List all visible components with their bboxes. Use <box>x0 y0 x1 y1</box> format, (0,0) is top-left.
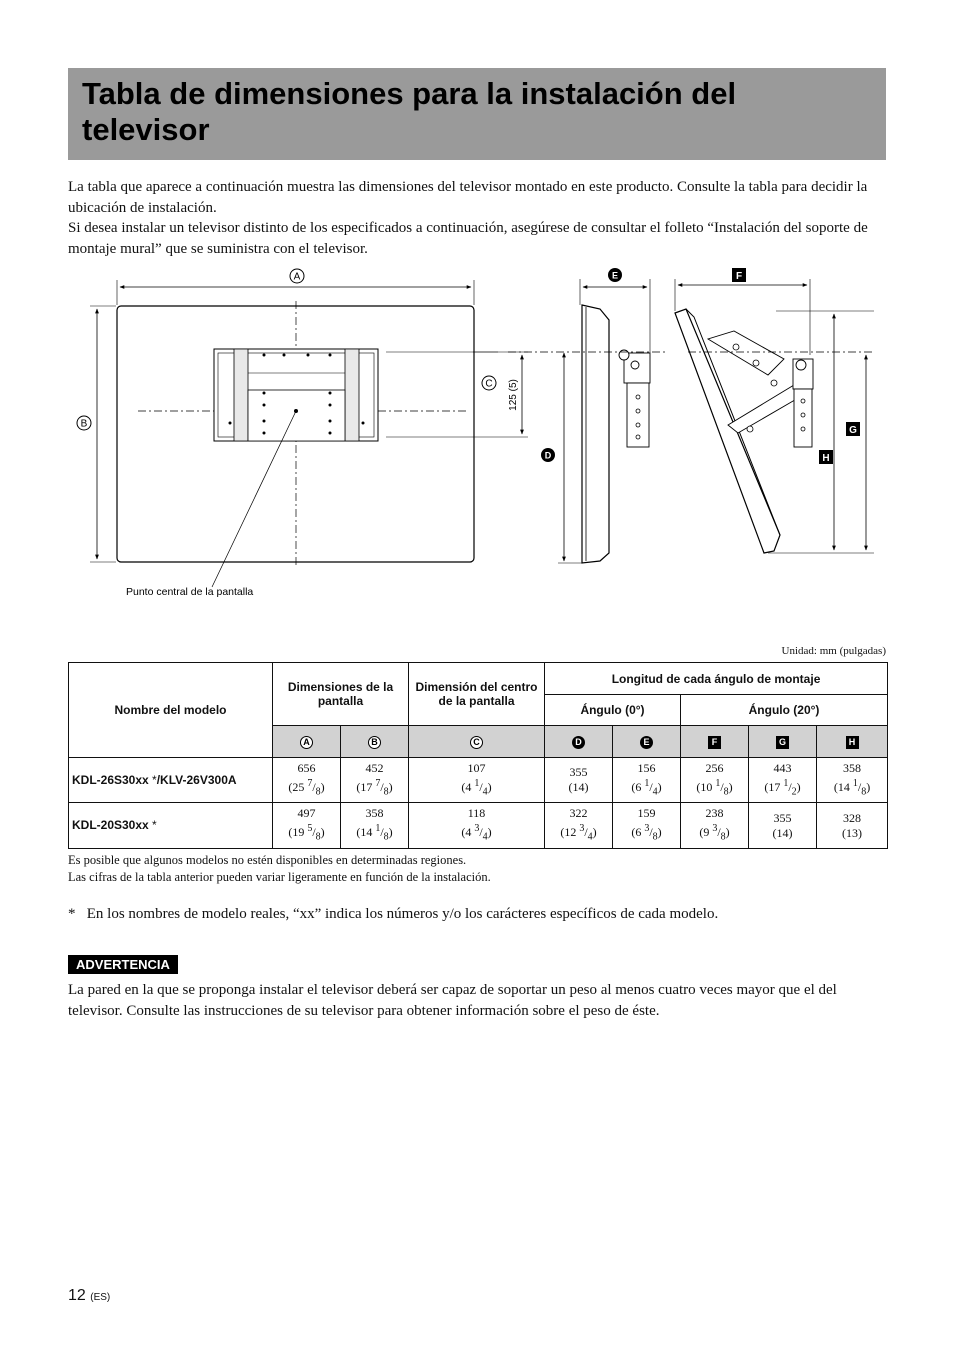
model-cell: KDL-20S30xx * <box>69 803 273 848</box>
value-cell: 355 (14) <box>545 758 613 803</box>
label-h <box>819 450 833 464</box>
col-badge-g: G <box>776 736 789 749</box>
page-number: 12 (ES) <box>68 1287 111 1304</box>
front-view <box>90 280 528 587</box>
label-f <box>732 268 746 282</box>
label-g <box>846 422 860 436</box>
label-d <box>541 448 555 462</box>
value-cell: 497 (19 $^5/_8$) <box>273 803 341 848</box>
value-cell: 107 (4 $^1/_4$) <box>409 758 545 803</box>
footnote-star: * <box>68 906 76 922</box>
value-cell: 256 (10 $^1/_8$) <box>681 758 749 803</box>
value-cell: 358 (14 $^1/_8$) <box>817 758 888 803</box>
side-view-20deg <box>675 279 874 553</box>
value-cell: 322 (12 $^3/_4$) <box>545 803 613 848</box>
footnote <box>68 906 718 923</box>
col-badge-h: H <box>846 736 859 749</box>
svg-text:D: D <box>544 450 552 461</box>
warning-label: ADVERTENCIA <box>68 955 178 974</box>
svg-text:E: E <box>611 270 619 281</box>
svg-text:C: C <box>485 378 493 390</box>
value-cell: 238 (9 $^3/_8$) <box>681 803 749 848</box>
label-e <box>608 268 622 282</box>
page-title: Tabla de dimensiones para la instalación del televisor <box>82 76 737 147</box>
installation-diagram <box>68 265 886 610</box>
side-view-0deg <box>508 279 668 563</box>
label-c <box>482 376 496 390</box>
intro-paragraph-2: Si desea instalar un televisor distinto de los especificados a continuación, asegúrese de consultar el folleto “Instalación del soporte de montaje mural” que se suministra con el televisor. <box>68 220 868 257</box>
model-cell: KDL-26S30xx */KLV-26V300A <box>69 758 273 803</box>
table-notes <box>68 852 491 886</box>
value-cell: 118 (4 $^3/_4$) <box>409 803 545 848</box>
header-angle0: Ángulo (0°) <box>545 695 681 726</box>
label-b <box>77 416 91 430</box>
value-cell: 452 (17 $^7/_8$) <box>341 758 409 803</box>
svg-text:H: H <box>822 453 830 464</box>
svg-text:B: B <box>80 418 88 430</box>
note-2: Las cifras de la tabla anterior pueden variar ligeramente en función de la instalación. <box>68 870 491 884</box>
title-bar <box>68 68 886 160</box>
note-1: Es posible que algunos modelos no estén disponibles en determinadas regiones. <box>68 853 467 867</box>
col-badge-e: E <box>640 736 653 749</box>
dimensions-table <box>68 662 888 849</box>
header-length: Longitud de cada ángulo de montaje <box>545 663 888 695</box>
svg-text:F: F <box>735 271 743 282</box>
col-badge-c: C <box>470 736 483 749</box>
header-model: Nombre del modelo <box>69 663 273 758</box>
value-cell: 156 (6 $^1/_4$) <box>613 758 681 803</box>
value-cell: 159 (6 $^3/_8$) <box>613 803 681 848</box>
center-point-caption: Punto central de la pantalla <box>126 586 254 598</box>
col-badge-a: A <box>300 736 313 749</box>
table-row <box>69 758 888 803</box>
dim-125-label: 125 (5) <box>508 379 519 411</box>
header-angle20: Ángulo (20°) <box>681 695 888 726</box>
table-row <box>69 803 888 848</box>
header-center: Dimensión del centro de la pantalla <box>409 663 545 726</box>
col-badge-d: D <box>572 736 585 749</box>
col-badge-b: B <box>368 736 381 749</box>
value-cell: 656 (25 $^7/_8$) <box>273 758 341 803</box>
value-cell: 443 (17 $^1/_2$) <box>749 758 817 803</box>
value-cell: 328 (13) <box>817 803 888 848</box>
warning-text: La pared en la que se proponga instalar el televisor deberá ser capaz de soportar un peso al menos cuatro veces mayor que el del televisor. Consulte las instrucciones de su televisor para obtener información sobre el peso de éste. <box>68 982 837 1019</box>
svg-text:A: A <box>293 271 301 283</box>
unit-label: Unidad: mm (pulgadas) <box>781 645 886 657</box>
value-cell: 355 (14) <box>749 803 817 848</box>
footnote-text: En los nombres de modelo reales, “xx” indica los números y/o los carácteres específicos de cada modelo. <box>86 906 719 922</box>
label-a <box>290 269 304 283</box>
value-cell: 358 (14 $^1/_8$) <box>341 803 409 848</box>
col-badge-f: F <box>708 736 721 749</box>
intro-paragraph-1: La tabla que aparece a continuación muestra las dimensiones del televisor montado en este producto. Consulte la tabla para decidir la ubicación de instalación. <box>68 179 868 216</box>
svg-text:G: G <box>849 425 857 436</box>
header-screen: Dimensiones de la pantalla <box>273 663 409 726</box>
intro-text <box>68 177 888 259</box>
